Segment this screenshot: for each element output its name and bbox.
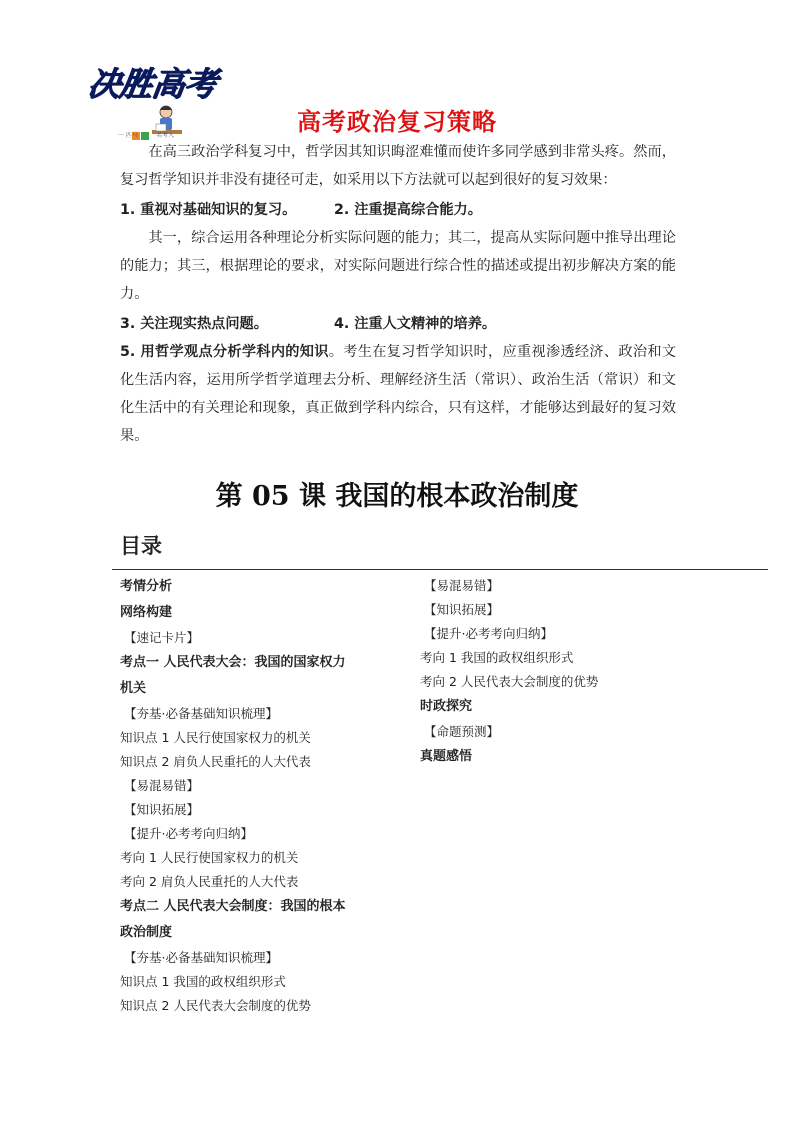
toc-item[interactable]: 【易混易错】 bbox=[424, 578, 500, 593]
toc-title: 目录 bbox=[120, 534, 162, 558]
toc-item[interactable]: 知识点 2 肩负人民重托的人大代表 bbox=[120, 754, 311, 769]
toc-item[interactable]: 【提升·必考考向归纳】 bbox=[424, 626, 553, 641]
toc-divider bbox=[112, 569, 768, 570]
toc-right-column bbox=[420, 574, 598, 770]
toc-item[interactable]: 知识点 2 人民代表大会制度的优势 bbox=[120, 998, 311, 1013]
method-2: 2. 注重提高综合能力。 bbox=[334, 202, 482, 218]
toc-item[interactable]: 考向 2 人民代表大会制度的优势 bbox=[420, 674, 599, 689]
toc-item[interactable]: 网络构建 bbox=[120, 605, 173, 620]
toc-item[interactable]: 【夯基·必备基础知识梳理】 bbox=[124, 706, 278, 721]
toc-item[interactable]: 考点二 人民代表大会制度：我国的根本 bbox=[120, 899, 346, 914]
toc-item[interactable]: 知识点 1 我国的政权组织形式 bbox=[120, 974, 286, 989]
method-5-heading: 5. 用哲学观点分析学科内的知识 bbox=[120, 344, 329, 360]
lesson-title: 第 05 课 我国的根本政治制度 bbox=[215, 481, 579, 512]
toc-item[interactable]: 知识点 1 人民行使国家权力的机关 bbox=[120, 730, 311, 745]
toc-item[interactable]: 考向 1 我国的政权组织形式 bbox=[420, 650, 574, 665]
toc-item[interactable]: 【速记卡片】 bbox=[124, 630, 200, 645]
toc-item[interactable]: 考情分析 bbox=[120, 579, 173, 594]
method-1: 1. 重视对基础知识的复习。 bbox=[120, 202, 297, 218]
method-5-text: 。考生在复习哲学知识时，应重视渗透经济、政治和文化生活内容，运用所学哲学道理去分析、理解经济生活（常识）、政治生活（常识）和文化生活中的有关理论和现象，真正做到学科内综合，只有这样，才能够达到最好的复习效果。 bbox=[120, 344, 676, 444]
page-title: 高考政治复习策略 bbox=[297, 108, 497, 136]
toc-item[interactable]: 【夯基·必备基础知识梳理】 bbox=[124, 950, 278, 965]
toc-item[interactable]: 时政探究 bbox=[420, 699, 473, 714]
logo-caption-left: 一 匹马 bbox=[118, 132, 138, 139]
toc-item[interactable]: 【命题预测】 bbox=[424, 724, 500, 739]
method-2-detail: 其一，综合运用各种理论分析实际问题的能力；其二，提高从实际问题中推导出理论的能力；其三，根据理论的要求，对实际问题进行综合性的描述或提出初步解决方案的能力。 bbox=[120, 230, 676, 302]
method-3: 3. 关注现实热点问题。 bbox=[120, 316, 268, 332]
toc-item[interactable]: 【易混易错】 bbox=[124, 778, 200, 793]
method-5-paragraph bbox=[120, 338, 676, 450]
logo-text: 决胜高考 bbox=[84, 64, 219, 103]
toc-left-column bbox=[120, 574, 346, 1018]
toc-item[interactable]: 【知识拓展】 bbox=[424, 602, 500, 617]
toc-item[interactable]: 考向 1 人民行使国家权力的机关 bbox=[120, 850, 299, 865]
toc-item[interactable]: 【提升·必考考向归纳】 bbox=[124, 826, 253, 841]
toc-item[interactable]: 考向 2 肩负人民重托的人大代表 bbox=[120, 874, 299, 889]
logo-caption-right: 名考入 bbox=[156, 132, 175, 139]
toc-item[interactable]: 政治制度 bbox=[120, 925, 173, 940]
intro-paragraph: 在高三政治学科复习中，哲学因其知识晦涩难懂而使许多同学感到非常头疼。然而，复习哲学知识并非没有捷径可走，如采用以下方法就可以起到很好的复习效果： bbox=[120, 144, 676, 188]
toc-item[interactable]: 【知识拓展】 bbox=[124, 802, 200, 817]
method-4: 4. 注重人文精神的培养。 bbox=[334, 316, 497, 332]
toc-item[interactable]: 真题感悟 bbox=[420, 749, 473, 764]
toc-item[interactable]: 考点一 人民代表大会：我国的国家权力 bbox=[120, 655, 346, 670]
toc-item[interactable]: 机关 bbox=[120, 681, 147, 696]
